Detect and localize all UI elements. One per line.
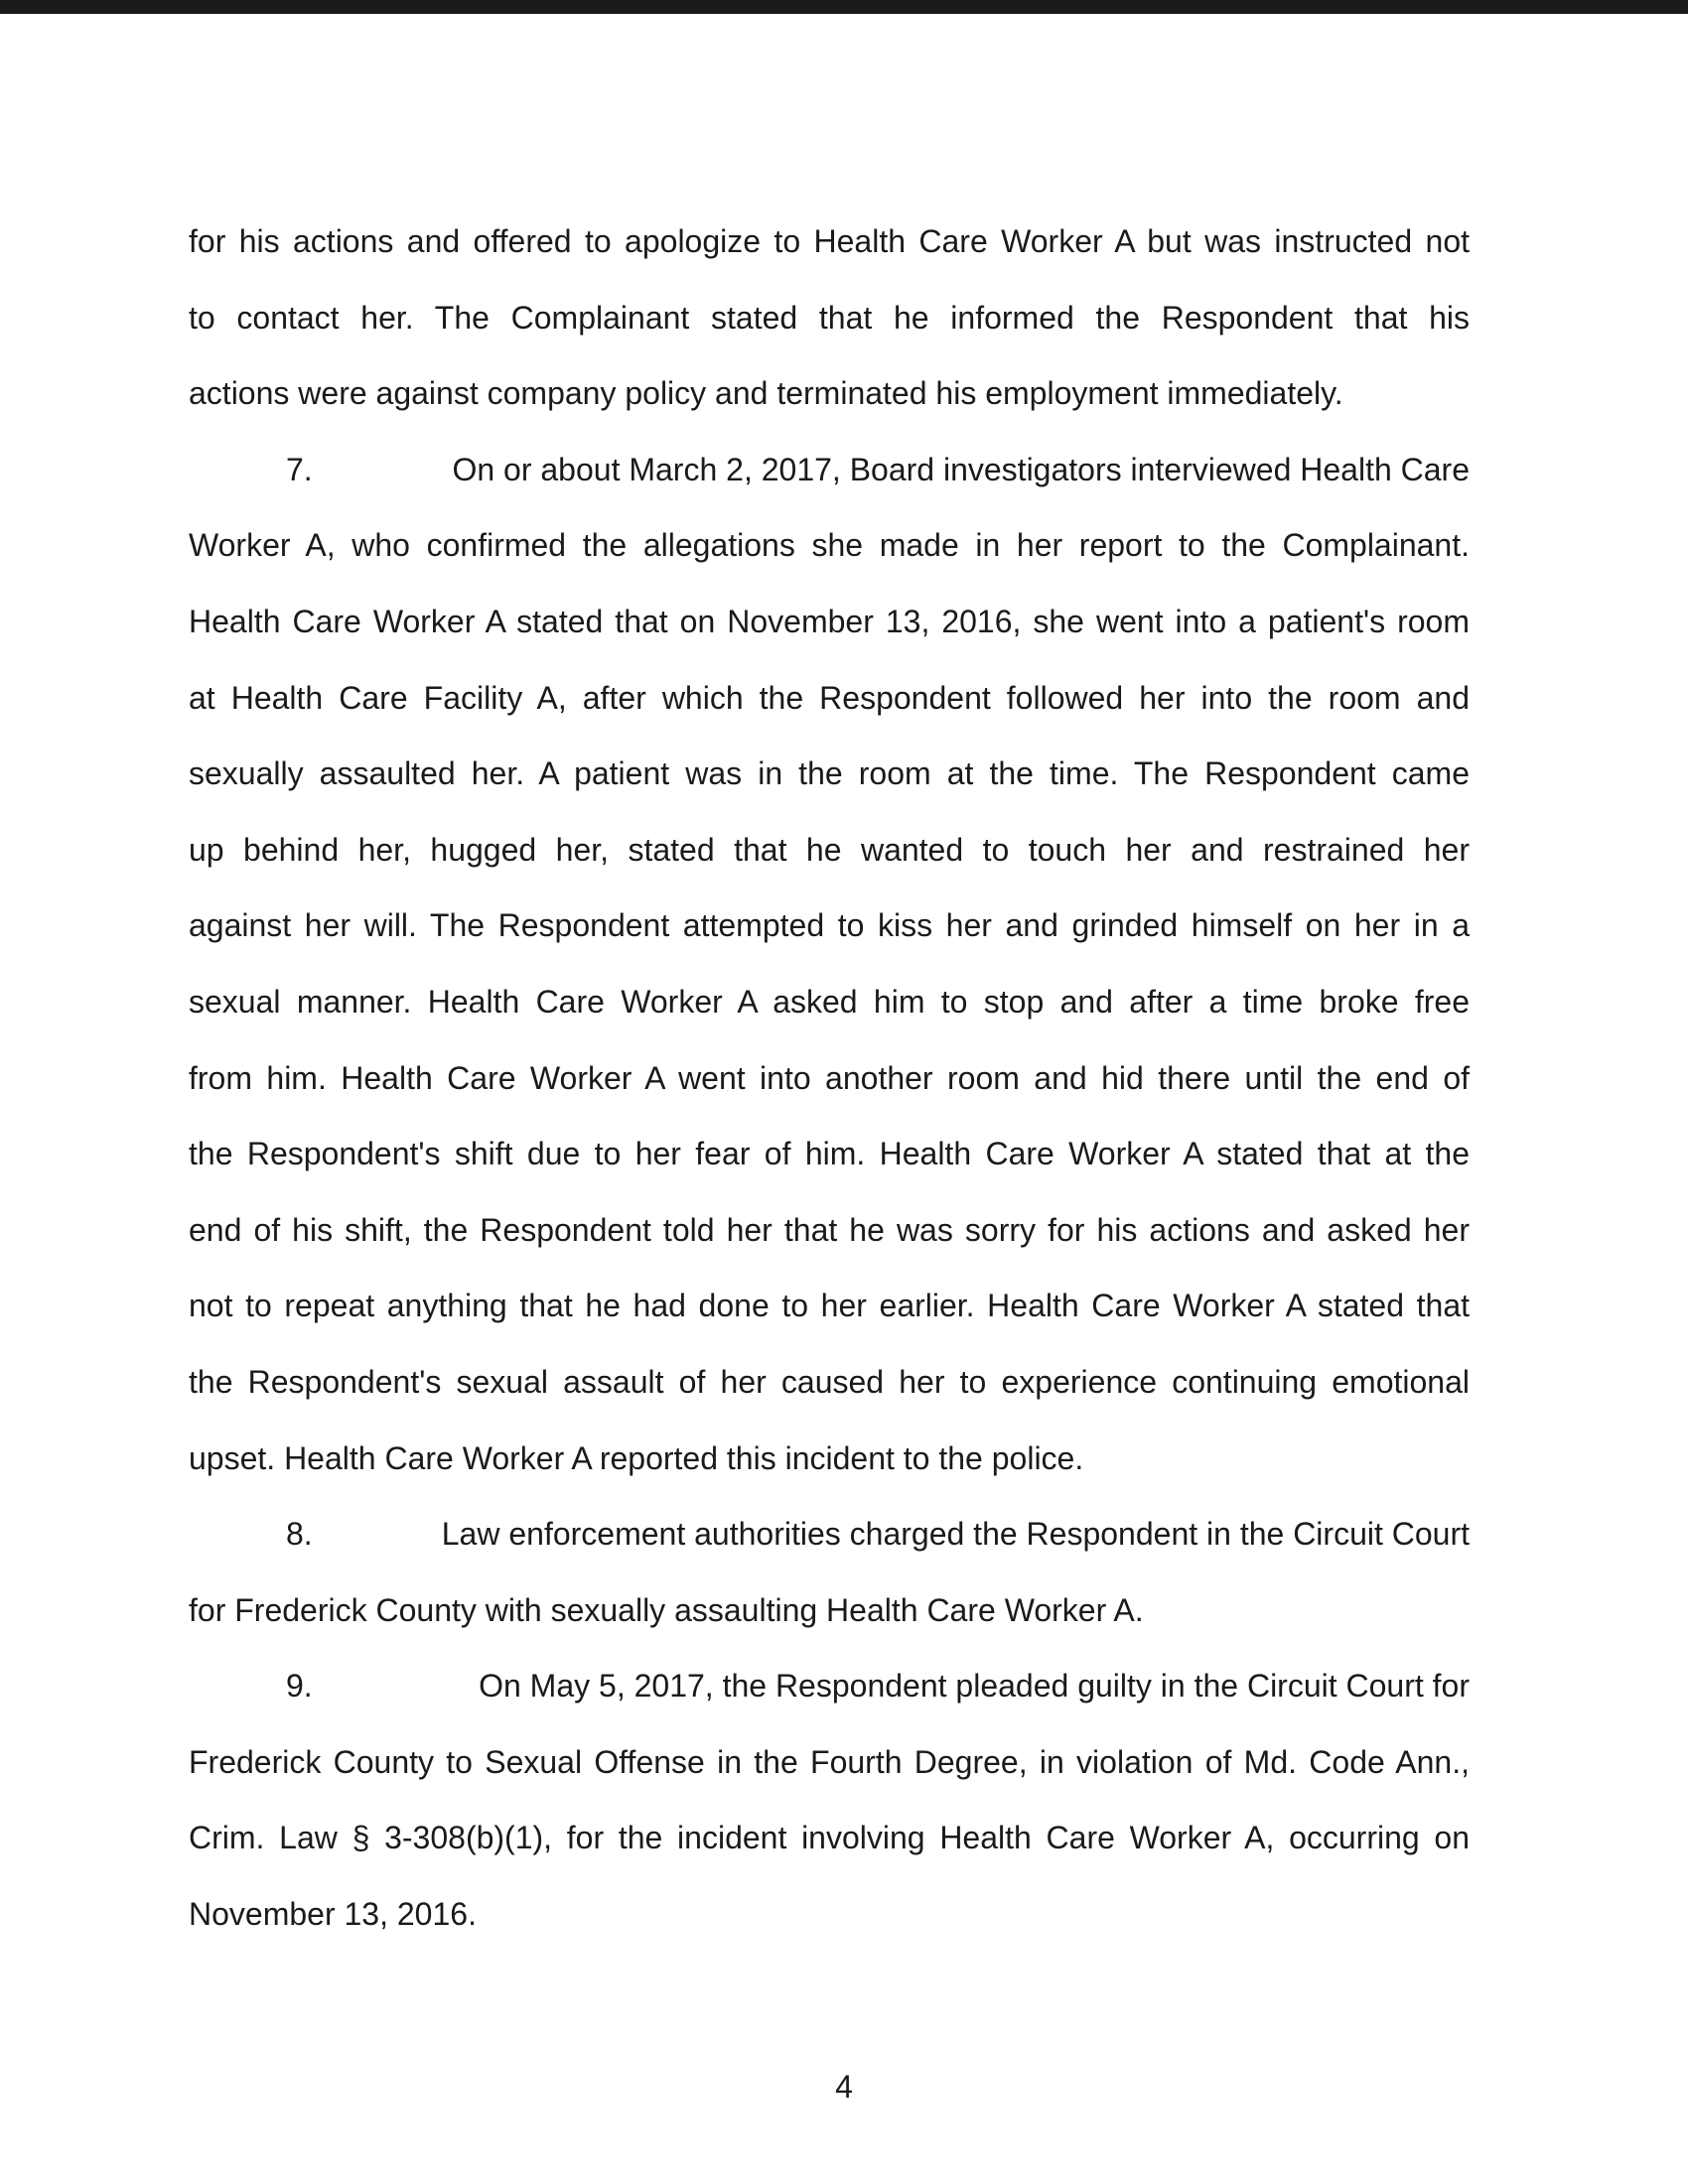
text-line: actions were against company policy and terminated his employment immediately.	[189, 375, 1343, 412]
text-line: sexual manner. Health Care Worker A asked him to stop and after a time broke free	[189, 983, 1470, 1020]
text-line: November 13, 2016.	[189, 1896, 477, 1933]
text-line: Law enforcement authorities charged the Respondent in the Circuit Court	[441, 1516, 1470, 1553]
text-line: not to repeat anything that he had done to her earlier. Health Care Worker A stated that	[189, 1288, 1470, 1324]
text-line: at Health Care Facility A, after which the Respondent followed her into the room and	[189, 679, 1470, 716]
text-line: Frederick County to Sexual Offense in the Fourth Degree, in violation of Md. Code Ann.,	[189, 1743, 1470, 1780]
paragraph-8	[189, 1496, 1470, 1648]
text-line: from him. Health Care Worker A went into another room and hid there until the end of	[189, 1059, 1470, 1096]
paragraph-number: 8.	[286, 1516, 313, 1553]
text-line: Health Care Worker A stated that on November 13, 2016, she went into a patient's room	[189, 603, 1470, 639]
paragraph-7	[189, 432, 1470, 1496]
paragraph-number: 9.	[286, 1668, 313, 1705]
text-line: On May 5, 2017, the Respondent pleaded guilty in the Circuit Court for	[479, 1668, 1470, 1705]
text-line: up behind her, hugged her, stated that he wanted to touch her and restrained her	[189, 831, 1470, 868]
paragraph-number: 7.	[286, 451, 313, 487]
text-line: for his actions and offered to apologize to Health Care Worker A but was instructed not	[189, 223, 1470, 259]
text-line: On or about March 2, 2017, Board investigators interviewed Health Care	[452, 451, 1470, 487]
paragraph-first-line	[189, 432, 1470, 508]
text-line: Crim. Law § 3-308(b)(1), for the incident involving Health Care Worker A, occurring on	[189, 1820, 1470, 1856]
text-line: against her will. The Respondent attempted to kiss her and grinded himself on her in a	[189, 907, 1470, 944]
paragraph-first-line	[189, 1648, 1470, 1724]
text-line: end of his shift, the Respondent told her that he was sorry for his actions and asked her	[189, 1211, 1470, 1248]
text-line: the Respondent's sexual assault of her caused her to experience continuing emotional	[189, 1363, 1470, 1400]
text-line: Worker A, who confirmed the allegations she made in her report to the Complainant.	[189, 527, 1470, 564]
paragraph-6-continued	[189, 204, 1470, 432]
text-line: upset. Health Care Worker A reported this incident to the police.	[189, 1439, 1084, 1476]
scan-top-edge	[0, 0, 1688, 14]
text-line: for Frederick County with sexually assaulting Health Care Worker A.	[189, 1591, 1144, 1628]
text-line: sexually assaulted her. A patient was in the room at the time. The Respondent came	[189, 755, 1470, 792]
page-number: 4	[835, 2069, 853, 2105]
text-line: to contact her. The Complainant stated that he informed the Respondent that his	[189, 299, 1470, 336]
document-body	[189, 204, 1470, 1953]
paragraph-9	[189, 1648, 1470, 1952]
text-line: the Respondent's shift due to her fear of him. Health Care Worker A stated that at the	[189, 1136, 1470, 1172]
paragraph-first-line	[189, 1496, 1470, 1572]
